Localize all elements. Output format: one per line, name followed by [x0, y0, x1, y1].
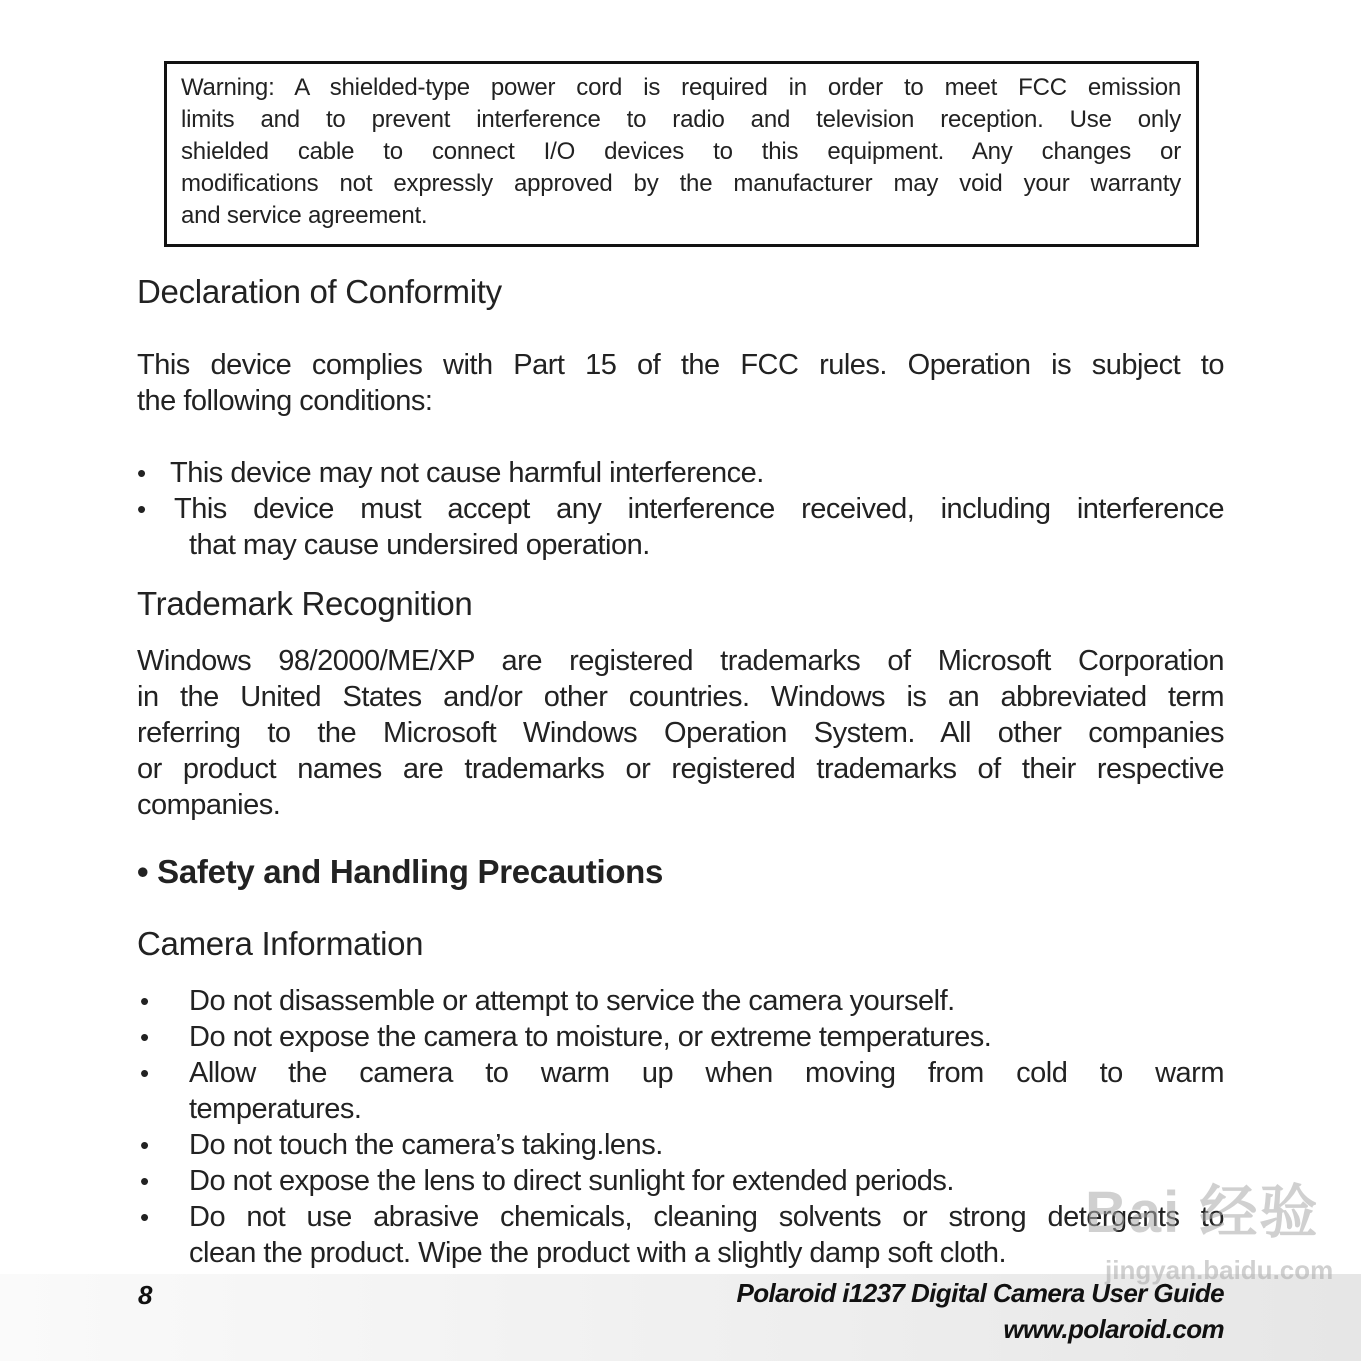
bullet-icon: • — [140, 1022, 150, 1052]
watermark-logo: Bai 经验 — [1085, 1180, 1320, 1245]
trademark-heading: Trademark Recognition — [137, 585, 473, 622]
page-footer — [0, 1274, 1361, 1361]
bullet-icon: • — [140, 986, 150, 1016]
condition-item: This device must accept any interference received, including interference — [174, 493, 1224, 525]
page-number: 8 — [138, 1280, 153, 1310]
warning-line: Warning: A shielded-type power cord is required in order to meet FCC emission — [181, 74, 1181, 101]
website-link[interactable]: www.polaroid.com — [1003, 1314, 1224, 1344]
declaration-heading: Declaration of Conformity — [137, 273, 502, 310]
warning-line: modifications not expressly approved by the manufacturer may void your warranty — [181, 170, 1181, 197]
precaution-item: Do not expose the camera to moisture, or extreme temperatures. — [189, 1021, 992, 1053]
precaution-item: Do not disassemble or attempt to service the camera yourself. — [189, 985, 955, 1017]
precaution-item: Do not touch the camera’s taking.lens. — [189, 1129, 663, 1161]
warning-line: and service agreement. — [181, 202, 428, 229]
trademark-text: referring to the Microsoft Windows Operation System. All other companies — [137, 717, 1224, 749]
warning-line: limits and to prevent interference to radio and television reception. Use only — [181, 106, 1181, 133]
bullet-icon: • — [140, 1058, 150, 1088]
bullet-icon: • — [137, 494, 147, 524]
safety-heading: • Safety and Handling Precautions — [137, 853, 664, 890]
precaution-item-cont: temperatures. — [189, 1093, 362, 1125]
declaration-text: This device complies with Part 15 of the FCC rules. Operation is subject to — [137, 349, 1224, 381]
bullet-icon: • — [140, 1130, 150, 1160]
trademark-text: Windows 98/2000/ME/XP are registered trademarks of Microsoft Corporation — [137, 645, 1224, 677]
trademark-text: companies. — [137, 789, 281, 821]
precaution-item-cont: clean the product. Wipe the product with a slightly damp soft cloth. — [189, 1237, 1007, 1269]
trademark-text: or product names are trademarks or registered trademarks of their respective — [137, 753, 1224, 785]
bullet-icon: • — [140, 1166, 150, 1196]
precaution-item: Allow the camera to warm up when moving from cold to warm — [189, 1057, 1224, 1089]
warning-line: shielded cable to connect I/O devices to this equipment. Any changes or — [181, 138, 1181, 165]
condition-item: This device may not cause harmful interference. — [170, 457, 764, 489]
watermark-url: jingyan.baidu.com — [1105, 1255, 1334, 1285]
bullet-icon: • — [137, 458, 147, 488]
fcc-warning-box — [164, 61, 1199, 247]
declaration-text: the following conditions: — [137, 385, 433, 417]
bullet-icon: • — [140, 1202, 150, 1232]
precaution-item: Do not use abrasive chemicals, cleaning solvents or strong detergents to — [189, 1201, 1224, 1233]
condition-item-cont: that may cause undersired operation. — [189, 529, 650, 561]
trademark-text: in the United States and/or other countries. Windows is an abbreviated term — [137, 681, 1224, 713]
guide-title: Polaroid i1237 Digital Camera User Guide — [736, 1278, 1224, 1308]
precaution-item: Do not expose the lens to direct sunlight for extended periods. — [189, 1165, 954, 1197]
camera-info-heading: Camera Information — [137, 925, 424, 962]
